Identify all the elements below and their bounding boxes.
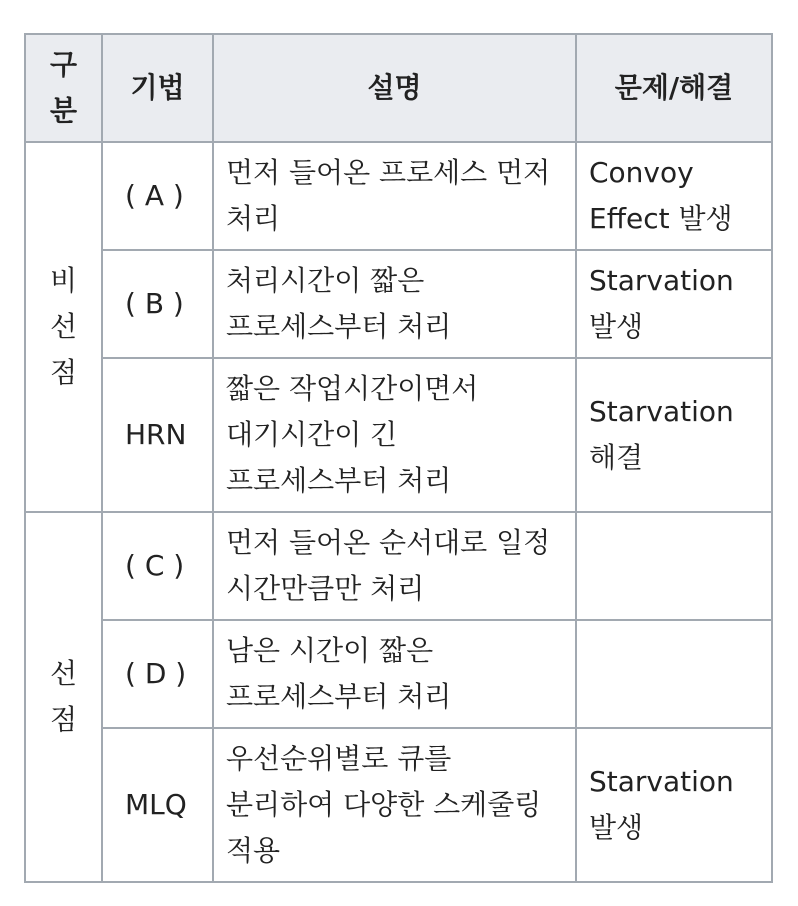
issue-cell: Starvation 발생 (576, 728, 772, 882)
table-row (25, 142, 772, 250)
technique-cell: ( B ) (102, 250, 213, 358)
description-cell: 남은 시간이 짧은 프로세스부터 처리 (213, 620, 576, 728)
issue-cell (576, 512, 772, 620)
description-cell: 먼저 들어온 순서대로 일정 시간만큼만 처리 (213, 512, 576, 620)
issue-cell: Starvation 발생 (576, 250, 772, 358)
category-preemptive: 선점 (25, 512, 102, 882)
header-row (25, 34, 772, 142)
issue-cell: Convoy Effect 발생 (576, 142, 772, 250)
header-issue: 문제/해결 (576, 34, 772, 142)
table-row (25, 250, 772, 358)
table-row (25, 620, 772, 728)
table-row (25, 358, 772, 512)
issue-cell: Starvation 해결 (576, 358, 772, 512)
header-category: 구분 (25, 34, 102, 142)
technique-cell: ( C ) (102, 512, 213, 620)
description-cell: 우선순위별로 큐를 분리하여 다양한 스케줄링 적용 (213, 728, 576, 882)
header-technique: 기법 (102, 34, 213, 142)
description-cell: 짧은 작업시간이면서 대기시간이 긴 프로세스부터 처리 (213, 358, 576, 512)
category-non-preemptive: 비선점 (25, 142, 102, 512)
description-cell: 먼저 들어온 프로세스 먼저 처리 (213, 142, 576, 250)
table-row (25, 512, 772, 620)
scheduling-table (24, 33, 773, 883)
technique-cell: HRN (102, 358, 213, 512)
technique-cell: ( A ) (102, 142, 213, 250)
header-description: 설명 (213, 34, 576, 142)
table-row (25, 728, 772, 882)
issue-cell (576, 620, 772, 728)
technique-cell: MLQ (102, 728, 213, 882)
technique-cell: ( D ) (102, 620, 213, 728)
description-cell: 처리시간이 짧은 프로세스부터 처리 (213, 250, 576, 358)
